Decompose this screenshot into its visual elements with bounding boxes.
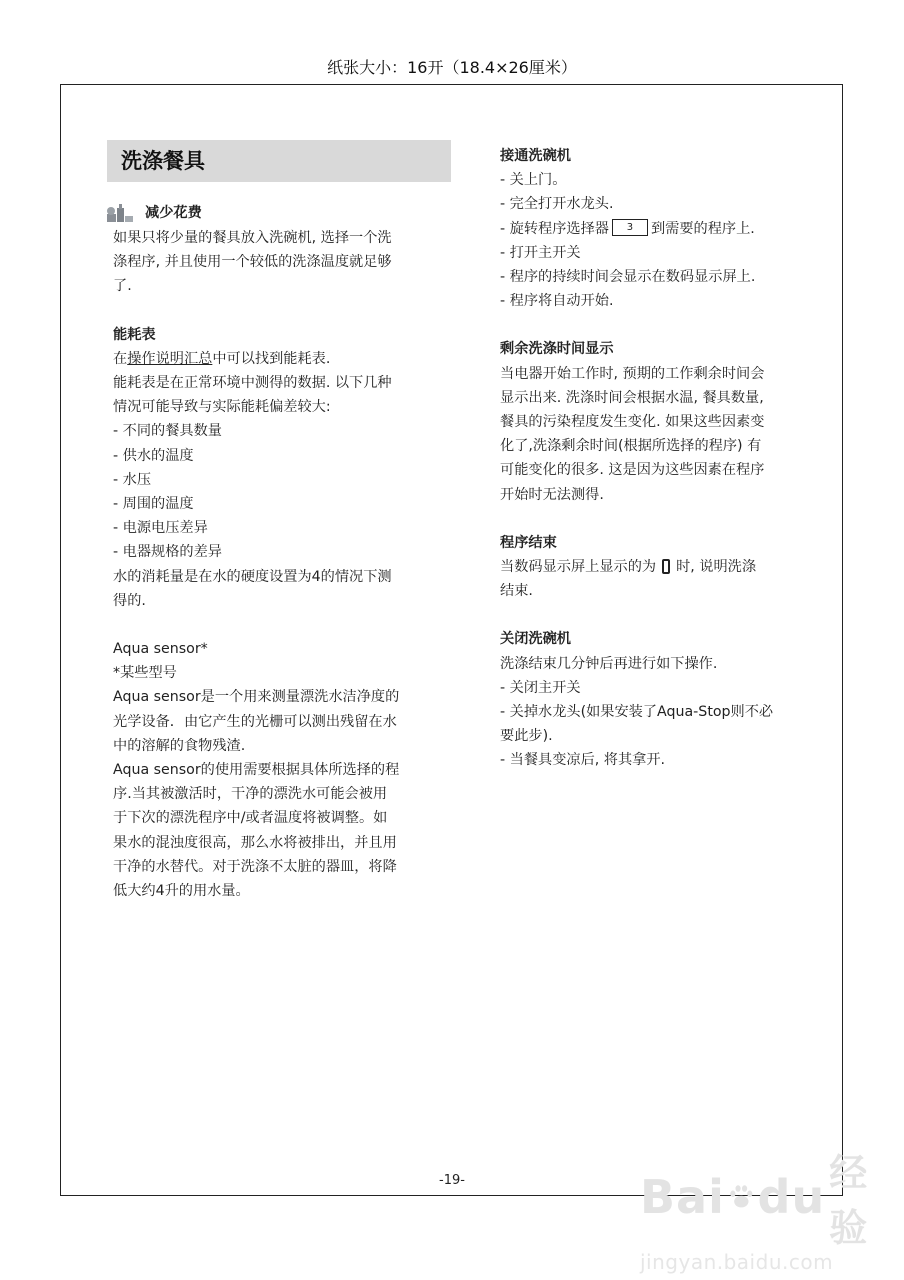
end-title: 程序结束 (500, 534, 557, 551)
energy-item: - 水压 (113, 471, 152, 488)
shutdown-item: - 关掉水龙头(如果安装了Aqua-Stop则不必 (500, 704, 774, 721)
energy-note: 得的. (113, 592, 146, 609)
connect-item: - 关上门。 (500, 172, 567, 189)
tip-title: 减少花费 (145, 204, 202, 221)
end-line (500, 555, 820, 579)
energy-item: - 不同的餐具数量 (113, 423, 222, 440)
aqua-line: 于下次的漂洗程序中/或者温度将被调整。如 (113, 810, 388, 827)
energy-note: 水的消耗量是在水的硬度设置为4的情况下测 (113, 568, 392, 585)
aqua-line: 序.当其被激活时，干净的漂洗水可能会被用 (113, 786, 388, 803)
aqua-line: 果水的混浊度很高，那么水将被排出，并且用 (113, 834, 397, 851)
remaining-line: 显示出来. 洗涤时间会根据水温, 餐具数量, (500, 389, 764, 406)
tip-icon (105, 202, 135, 224)
shutdown-item: - 关闭主开关 (500, 679, 581, 696)
aqua-line: Aqua sensor是一个用来测量漂洗水洁净度的 (113, 689, 400, 706)
right-column (500, 144, 820, 773)
remaining-line: 餐具的污染程度发生变化. 如果这些因素变 (500, 414, 765, 431)
paper-size-caption: 纸张大小：16开（18.4×26厘米） (327, 58, 577, 77)
tip-line: 涤程序, 并且使用一个较低的洗涤温度就足够 (113, 254, 392, 271)
watermark-logo-a: Bai (640, 1170, 725, 1224)
tip-line: 如果只将少量的餐具放入洗碗机, 选择一个洗 (113, 230, 392, 246)
energy-line-post: 中可以找到能耗表. (212, 350, 331, 367)
energy-line (113, 347, 458, 371)
remaining-line: 化了,洗涤剩余时间(根据所选择的程序) 有 (500, 438, 762, 455)
watermark-logo-cn: 经验 (829, 1151, 869, 1250)
end-line-pre: 当数码显示屏上显示的为 (500, 559, 657, 576)
selector-post: 到需要的程序上. (650, 220, 755, 237)
connect-title: 接通洗碗机 (500, 148, 571, 164)
connect-item: - 完全打开水龙头. (500, 196, 614, 213)
aqua-line: 光学设备．由它产生的光栅可以测出残留在水 (113, 713, 397, 730)
watermark-logo (640, 1142, 880, 1252)
connect-item: - 打开主开关 (500, 244, 581, 261)
connect-item: - 程序的持续时间会显示在数码显示屏上. (500, 269, 756, 286)
manual-summary-link: 操作说明汇总 (127, 350, 213, 367)
watermark-logo-b: du (757, 1170, 826, 1224)
energy-item: - 供水的温度 (113, 447, 194, 464)
page-number: -19- (439, 1173, 465, 1188)
connect-item (500, 217, 820, 241)
energy-line: 情况可能导致与实际能耗偏差较大: (113, 399, 331, 416)
tip-line: 了. (113, 278, 132, 295)
tip-heading (113, 200, 458, 226)
energy-item: - 周围的温度 (113, 496, 194, 513)
aqua-line: 干净的水替代。对于洗涤不太脏的器皿，将降 (113, 858, 397, 875)
shutdown-item: - 当餐具变凉后, 将其拿开. (500, 752, 666, 769)
section-title: 洗涤餐具 (107, 140, 451, 182)
aqua-line: 低大约4升的用水量。 (113, 883, 250, 900)
aqua-line: Aqua sensor的使用需要根据具体所选择的程 (113, 762, 400, 779)
shutdown-line: 洗涤结束几分钟后再进行如下操作. (500, 655, 718, 672)
energy-line: 能耗表是在正常环境中测得的数据. 以下几种 (113, 375, 392, 392)
aqua-note: *某些型号 (113, 665, 177, 682)
aqua-title: Aqua sensor* (113, 641, 208, 658)
end-line: 结束. (500, 583, 533, 600)
energy-item: - 电源电压差异 (113, 520, 208, 537)
remaining-title: 剩余洗涤时间显示 (500, 341, 614, 358)
program-selector-box: 3 (612, 219, 648, 236)
energy-item: - 电器规格的差异 (113, 544, 222, 561)
connect-item: - 程序将自动开始. (500, 293, 614, 310)
watermark-url: jingyan.baidu.com (640, 1250, 834, 1274)
remaining-line: 当电器开始工作时, 预期的工作剩余时间会 (500, 365, 765, 382)
paw-icon (727, 1175, 756, 1219)
remaining-line: 可能变化的很多. 这是因为这些因素在程序 (500, 462, 765, 479)
energy-line-pre: 在 (113, 350, 128, 367)
shutdown-title: 关闭洗碗机 (500, 631, 571, 648)
left-column (113, 140, 458, 903)
selector-pre: - 旋转程序选择器 (500, 220, 609, 237)
energy-title: 能耗表 (113, 326, 156, 343)
aqua-line: 中的溶解的食物残渣. (113, 737, 246, 754)
remaining-line: 开始时无法测得. (500, 486, 604, 503)
digit-zero-display-icon (662, 559, 670, 574)
watermark (640, 1142, 880, 1274)
end-line-post: 时, 说明洗涤 (676, 559, 757, 576)
shutdown-item: 要此步). (500, 728, 553, 745)
